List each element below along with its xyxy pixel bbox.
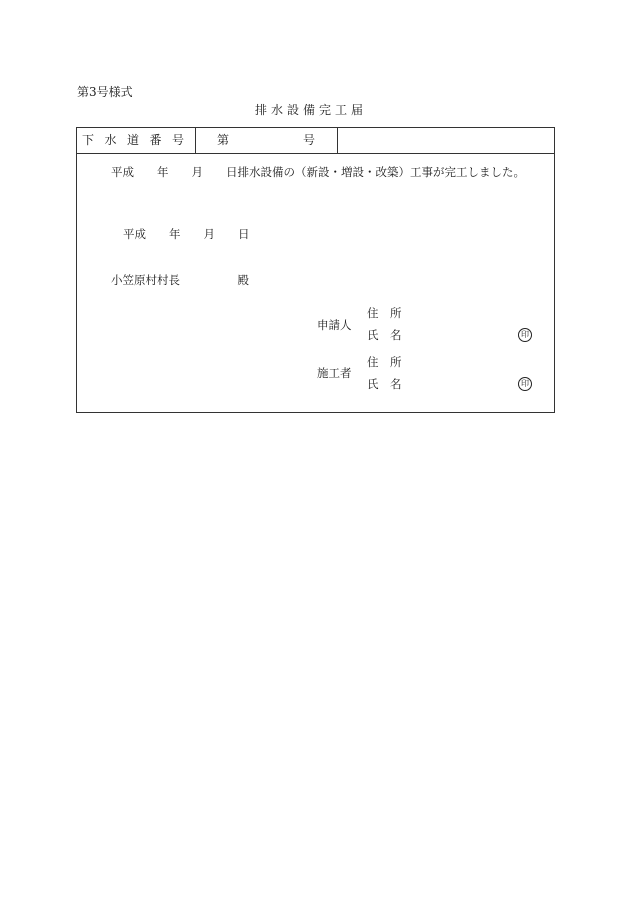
applicant-role: 申請人	[317, 318, 352, 332]
form-number: 第3号様式	[77, 85, 133, 99]
contractor-seal-icon: 印	[518, 377, 532, 391]
addressee: 小笠原村村長 殿	[111, 273, 249, 287]
header-column-divider-1	[195, 128, 196, 153]
document-title: 排水設備完工届	[255, 103, 368, 117]
header-divider	[77, 153, 554, 154]
sewer-number-label: 下水道番号	[82, 133, 195, 147]
applicant-address-label: 住 所	[367, 306, 402, 320]
number-suffix: 号	[303, 133, 316, 147]
applicant-name-label: 氏 名	[367, 328, 402, 342]
contractor-name-label: 氏 名	[367, 377, 402, 391]
contractor-role: 施工者	[317, 366, 352, 380]
applicant-seal-icon: 印	[518, 328, 532, 342]
completion-notice: 平成 年 月 日排水設備の（新設・増設・改築）工事が完工しました。	[111, 165, 525, 179]
number-prefix: 第	[217, 133, 230, 147]
header-column-divider-2	[337, 128, 338, 153]
submission-date: 平成 年 月 日	[123, 227, 250, 241]
contractor-address-label: 住 所	[367, 355, 402, 369]
